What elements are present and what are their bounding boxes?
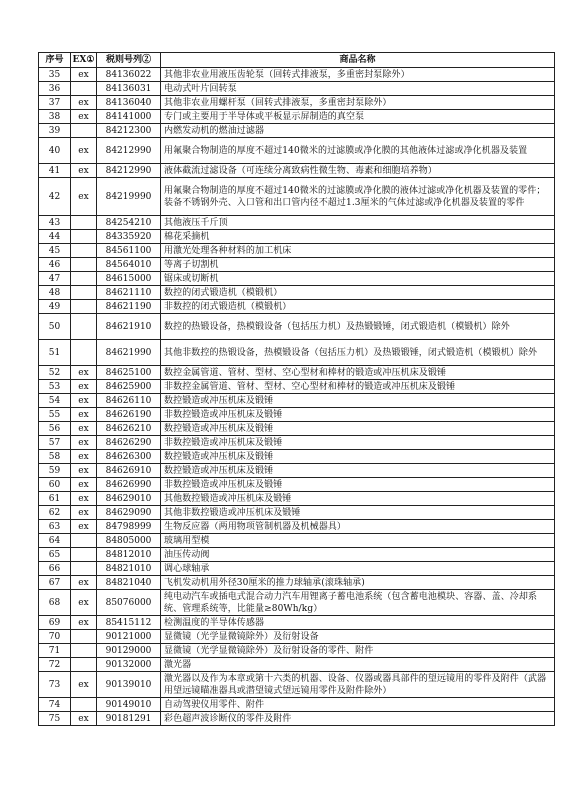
table-header-row: [39, 53, 555, 68]
header-product-name: 商品名称: [161, 53, 555, 68]
serial-cell: 74: [39, 698, 71, 712]
serial-cell: 68: [39, 590, 71, 616]
table-row: [39, 258, 555, 272]
product-name-cell: 生物反应器（两用物项管制机器及机械器具）: [161, 520, 555, 534]
ex-cell: [71, 286, 97, 300]
ex-cell: ex: [71, 110, 97, 124]
serial-cell: 63: [39, 520, 71, 534]
serial-cell: 39: [39, 124, 71, 138]
table-row: [39, 644, 555, 658]
tariff-code-cell: 90149010: [97, 698, 161, 712]
product-name-cell: 数控锻造或冲压机床及锻锤: [161, 464, 555, 478]
tariff-code-cell: 84561100: [97, 244, 161, 258]
tariff-code-cell: 84621990: [97, 340, 161, 366]
ex-cell: ex: [71, 366, 97, 380]
table-row: [39, 124, 555, 138]
ex-cell: ex: [71, 450, 97, 464]
serial-cell: 65: [39, 548, 71, 562]
product-name-cell: 数控锻造或冲压机床及锻锤: [161, 394, 555, 408]
table-row: [39, 590, 555, 616]
serial-cell: 37: [39, 96, 71, 110]
tariff-code-cell: 84626190: [97, 408, 161, 422]
serial-cell: 41: [39, 164, 71, 178]
product-name-cell: 其他液压千斤顶: [161, 216, 555, 230]
ex-cell: ex: [71, 408, 97, 422]
table-row: [39, 422, 555, 436]
product-name-cell: 纯电动汽车或插电式混合动力汽车用锂离子蓄电池系统（包含蓄电池模块、容器、盖、冷却系统、管理系统等，比能量≥80Wh/kg）: [161, 590, 555, 616]
tariff-code-cell: 90181291: [97, 712, 161, 726]
header-serial: 序号: [39, 53, 71, 68]
serial-cell: 42: [39, 178, 71, 216]
serial-cell: 57: [39, 436, 71, 450]
product-name-cell: 飞机发动机用外径30厘米的推力球轴承(滚珠轴承): [161, 576, 555, 590]
product-name-cell: 内燃发动机的燃油过滤器: [161, 124, 555, 138]
table-row: [39, 244, 555, 258]
serial-cell: 55: [39, 408, 71, 422]
ex-cell: ex: [71, 164, 97, 178]
product-name-cell: 其他非数控锻造或冲压机床及锻锤: [161, 506, 555, 520]
product-name-cell: 数控的闭式锻造机（模锻机）: [161, 286, 555, 300]
table-row: [39, 68, 555, 82]
ex-cell: [71, 630, 97, 644]
serial-cell: 62: [39, 506, 71, 520]
product-name-cell: 数控锻造或冲压机床及锻锤: [161, 422, 555, 436]
table-row: [39, 230, 555, 244]
product-name-cell: 显微镜（光学显微镜除外）及衍射设备: [161, 630, 555, 644]
table-row: [39, 96, 555, 110]
ex-cell: [71, 244, 97, 258]
ex-cell: ex: [71, 520, 97, 534]
ex-cell: ex: [71, 712, 97, 726]
product-name-cell: 激光器以及作为本章或第十六类的机器、设备、仪器或器具部件的望远镜用的零件及附件（武器用望远镜瞄准器具或潜望镜式望远镜用零件及附件除外）: [161, 672, 555, 698]
tariff-code-cell: 84621110: [97, 286, 161, 300]
header-ex: EX①: [71, 53, 97, 68]
product-name-cell: 数控的热锻设备，热模锻设备（包括压力机）及热锻锻锤，闭式锻造机（模锻机）除外: [161, 314, 555, 340]
table-row: [39, 178, 555, 216]
tariff-code-cell: 84254210: [97, 216, 161, 230]
ex-cell: ex: [71, 506, 97, 520]
ex-cell: ex: [71, 436, 97, 450]
ex-cell: ex: [71, 590, 97, 616]
table-row: [39, 436, 555, 450]
product-name-cell: 激光器: [161, 658, 555, 672]
tariff-code-cell: 84335920: [97, 230, 161, 244]
product-name-cell: 等离子切割机: [161, 258, 555, 272]
table-row: [39, 672, 555, 698]
serial-cell: 71: [39, 644, 71, 658]
ex-cell: [71, 314, 97, 340]
serial-cell: 56: [39, 422, 71, 436]
table-row: [39, 110, 555, 124]
product-name-cell: 油压传动阀: [161, 548, 555, 562]
tariff-code-cell: 84141000: [97, 110, 161, 124]
product-name-cell: 数控锻造或冲压机床及锻锤: [161, 450, 555, 464]
serial-cell: 60: [39, 478, 71, 492]
ex-cell: ex: [71, 576, 97, 590]
serial-cell: 64: [39, 534, 71, 548]
table-row: [39, 366, 555, 380]
ex-cell: [71, 644, 97, 658]
ex-cell: [71, 258, 97, 272]
product-name-cell: 电动式叶片回转泵: [161, 82, 555, 96]
table-row: [39, 82, 555, 96]
ex-cell: ex: [71, 464, 97, 478]
ex-cell: ex: [71, 394, 97, 408]
ex-cell: [71, 658, 97, 672]
tariff-table: [38, 52, 555, 726]
serial-cell: 48: [39, 286, 71, 300]
table-row: [39, 286, 555, 300]
tariff-code-cell: 85415112: [97, 616, 161, 630]
product-name-cell: 棉花采摘机: [161, 230, 555, 244]
tariff-code-cell: 84626290: [97, 436, 161, 450]
product-name-cell: 锯床或切断机: [161, 272, 555, 286]
table-row: [39, 450, 555, 464]
serial-cell: 35: [39, 68, 71, 82]
tariff-code-cell: 84626110: [97, 394, 161, 408]
product-name-cell: 非数控锻造或冲压机床及锻锤: [161, 408, 555, 422]
serial-cell: 61: [39, 492, 71, 506]
tariff-code-cell: 84629090: [97, 506, 161, 520]
ex-cell: [71, 216, 97, 230]
tariff-code-cell: 84629010: [97, 492, 161, 506]
table-row: [39, 138, 555, 164]
ex-cell: [71, 82, 97, 96]
serial-cell: 53: [39, 380, 71, 394]
serial-cell: 58: [39, 450, 71, 464]
serial-cell: 75: [39, 712, 71, 726]
table-row: [39, 506, 555, 520]
tariff-code-cell: 84626300: [97, 450, 161, 464]
ex-cell: [71, 300, 97, 314]
ex-cell: [71, 272, 97, 286]
table-row: [39, 548, 555, 562]
tariff-code-cell: 84621910: [97, 314, 161, 340]
serial-cell: 54: [39, 394, 71, 408]
serial-cell: 44: [39, 230, 71, 244]
tariff-code-cell: 84212300: [97, 124, 161, 138]
tariff-code-cell: 84212990: [97, 164, 161, 178]
product-name-cell: 专门或主要用于半导体或平板显示屏制造的真空泵: [161, 110, 555, 124]
tariff-code-cell: 90129000: [97, 644, 161, 658]
serial-cell: 67: [39, 576, 71, 590]
product-name-cell: 其他非数控的热锻设备，热模锻设备（包括压力机）及热锻锻锤，闭式锻造机（模锻机）除外: [161, 340, 555, 366]
ex-cell: ex: [71, 178, 97, 216]
table-row: [39, 314, 555, 340]
table-row: [39, 492, 555, 506]
ex-cell: ex: [71, 478, 97, 492]
serial-cell: 73: [39, 672, 71, 698]
table-row: [39, 464, 555, 478]
tariff-code-cell: 90121000: [97, 630, 161, 644]
serial-cell: 51: [39, 340, 71, 366]
serial-cell: 36: [39, 82, 71, 96]
ex-cell: [71, 534, 97, 548]
table-row: [39, 562, 555, 576]
product-name-cell: 玻璃用型模: [161, 534, 555, 548]
table-row: [39, 520, 555, 534]
serial-cell: 72: [39, 658, 71, 672]
table-row: [39, 576, 555, 590]
product-name-cell: 用激光处理各种材料的加工机床: [161, 244, 555, 258]
table-body: [39, 68, 555, 726]
ex-cell: ex: [71, 96, 97, 110]
tariff-code-cell: 84212990: [97, 138, 161, 164]
table-row: [39, 630, 555, 644]
product-name-cell: 其他非农业用液压齿轮泵（回转式排液泵，多重密封泵除外）: [161, 68, 555, 82]
tariff-code-cell: 84136022: [97, 68, 161, 82]
tariff-code-cell: 84798999: [97, 520, 161, 534]
serial-cell: 40: [39, 138, 71, 164]
ex-cell: ex: [71, 672, 97, 698]
header-tariff-code: 税则号列②: [97, 53, 161, 68]
table-row: [39, 478, 555, 492]
tariff-code-cell: 84615000: [97, 272, 161, 286]
tariff-code-cell: 85076000: [97, 590, 161, 616]
product-name-cell: 非数控的闭式锻造机（模锻机）: [161, 300, 555, 314]
serial-cell: 52: [39, 366, 71, 380]
tariff-code-cell: 84821040: [97, 576, 161, 590]
product-name-cell: 非数控锻造或冲压机床及锻锤: [161, 436, 555, 450]
serial-cell: 66: [39, 562, 71, 576]
serial-cell: 45: [39, 244, 71, 258]
serial-cell: 69: [39, 616, 71, 630]
tariff-code-cell: 84812010: [97, 548, 161, 562]
product-name-cell: 液体截流过滤设备（可连续分离致病性微生物、毒素和细胞培养物）: [161, 164, 555, 178]
tariff-code-cell: 84136040: [97, 96, 161, 110]
tariff-code-cell: 84625100: [97, 366, 161, 380]
ex-cell: ex: [71, 138, 97, 164]
serial-cell: 50: [39, 314, 71, 340]
serial-cell: 49: [39, 300, 71, 314]
tariff-code-cell: 90132000: [97, 658, 161, 672]
ex-cell: [71, 548, 97, 562]
ex-cell: [71, 698, 97, 712]
serial-cell: 46: [39, 258, 71, 272]
product-name-cell: 其他非农业用螺杆泵（回转式排液泵，多重密封泵除外）: [161, 96, 555, 110]
tariff-code-cell: 84625900: [97, 380, 161, 394]
tariff-code-cell: 84621190: [97, 300, 161, 314]
product-name-cell: 调心球轴承: [161, 562, 555, 576]
tariff-code-cell: 90139010: [97, 672, 161, 698]
product-name-cell: 数控金属管道、管材、型材、空心型材和棒材的锻造或冲压机床及锻锤: [161, 366, 555, 380]
tariff-code-cell: 84626910: [97, 464, 161, 478]
table-row: [39, 164, 555, 178]
product-name-cell: 检测温度的半导体传感器: [161, 616, 555, 630]
table-row: [39, 394, 555, 408]
tariff-code-cell: 84821010: [97, 562, 161, 576]
table-row: [39, 712, 555, 726]
ex-cell: [71, 562, 97, 576]
product-name-cell: 用氟聚合物制造的厚度不超过140微米的过滤膜或净化膜的液体过滤或净化机器及装置的零件；装备不锈钢外壳、入口管和出口管内径不超过1.3厘米的气体过滤或净化机器及装置的零件: [161, 178, 555, 216]
ex-cell: ex: [71, 422, 97, 436]
product-name-cell: 彩色超声波诊断仪的零件及附件: [161, 712, 555, 726]
ex-cell: [71, 124, 97, 138]
tariff-code-cell: 84219990: [97, 178, 161, 216]
ex-cell: ex: [71, 492, 97, 506]
tariff-code-cell: 84805000: [97, 534, 161, 548]
tariff-code-cell: 84136031: [97, 82, 161, 96]
ex-cell: [71, 230, 97, 244]
product-name-cell: 自动驾驶仪用零件、附件: [161, 698, 555, 712]
product-name-cell: 显微镜（光学显微镜除外）及衍射设备的零件、附件: [161, 644, 555, 658]
table-row: [39, 408, 555, 422]
ex-cell: ex: [71, 380, 97, 394]
serial-cell: 43: [39, 216, 71, 230]
table-row: [39, 300, 555, 314]
tariff-code-cell: 84626210: [97, 422, 161, 436]
table-row: [39, 380, 555, 394]
serial-cell: 59: [39, 464, 71, 478]
table-row: [39, 616, 555, 630]
table-row: [39, 272, 555, 286]
product-name-cell: 非数控锻造或冲压机床及锻锤: [161, 478, 555, 492]
product-name-cell: 用氟聚合物制造的厚度不超过140微米的过滤膜或净化膜的其他液体过滤或净化机器及装置: [161, 138, 555, 164]
product-name-cell: 非数控金属管道、管材、型材、空心型材和棒材的锻造或冲压机床及锻锤: [161, 380, 555, 394]
serial-cell: 70: [39, 630, 71, 644]
table-row: [39, 658, 555, 672]
product-name-cell: 其他数控锻造或冲压机床及锻锤: [161, 492, 555, 506]
ex-cell: [71, 340, 97, 366]
tariff-code-cell: 84564010: [97, 258, 161, 272]
ex-cell: ex: [71, 616, 97, 630]
table-row: [39, 340, 555, 366]
table-row: [39, 698, 555, 712]
table-row: [39, 534, 555, 548]
tariff-code-cell: 84626990: [97, 478, 161, 492]
ex-cell: ex: [71, 68, 97, 82]
serial-cell: 47: [39, 272, 71, 286]
table-row: [39, 216, 555, 230]
serial-cell: 38: [39, 110, 71, 124]
